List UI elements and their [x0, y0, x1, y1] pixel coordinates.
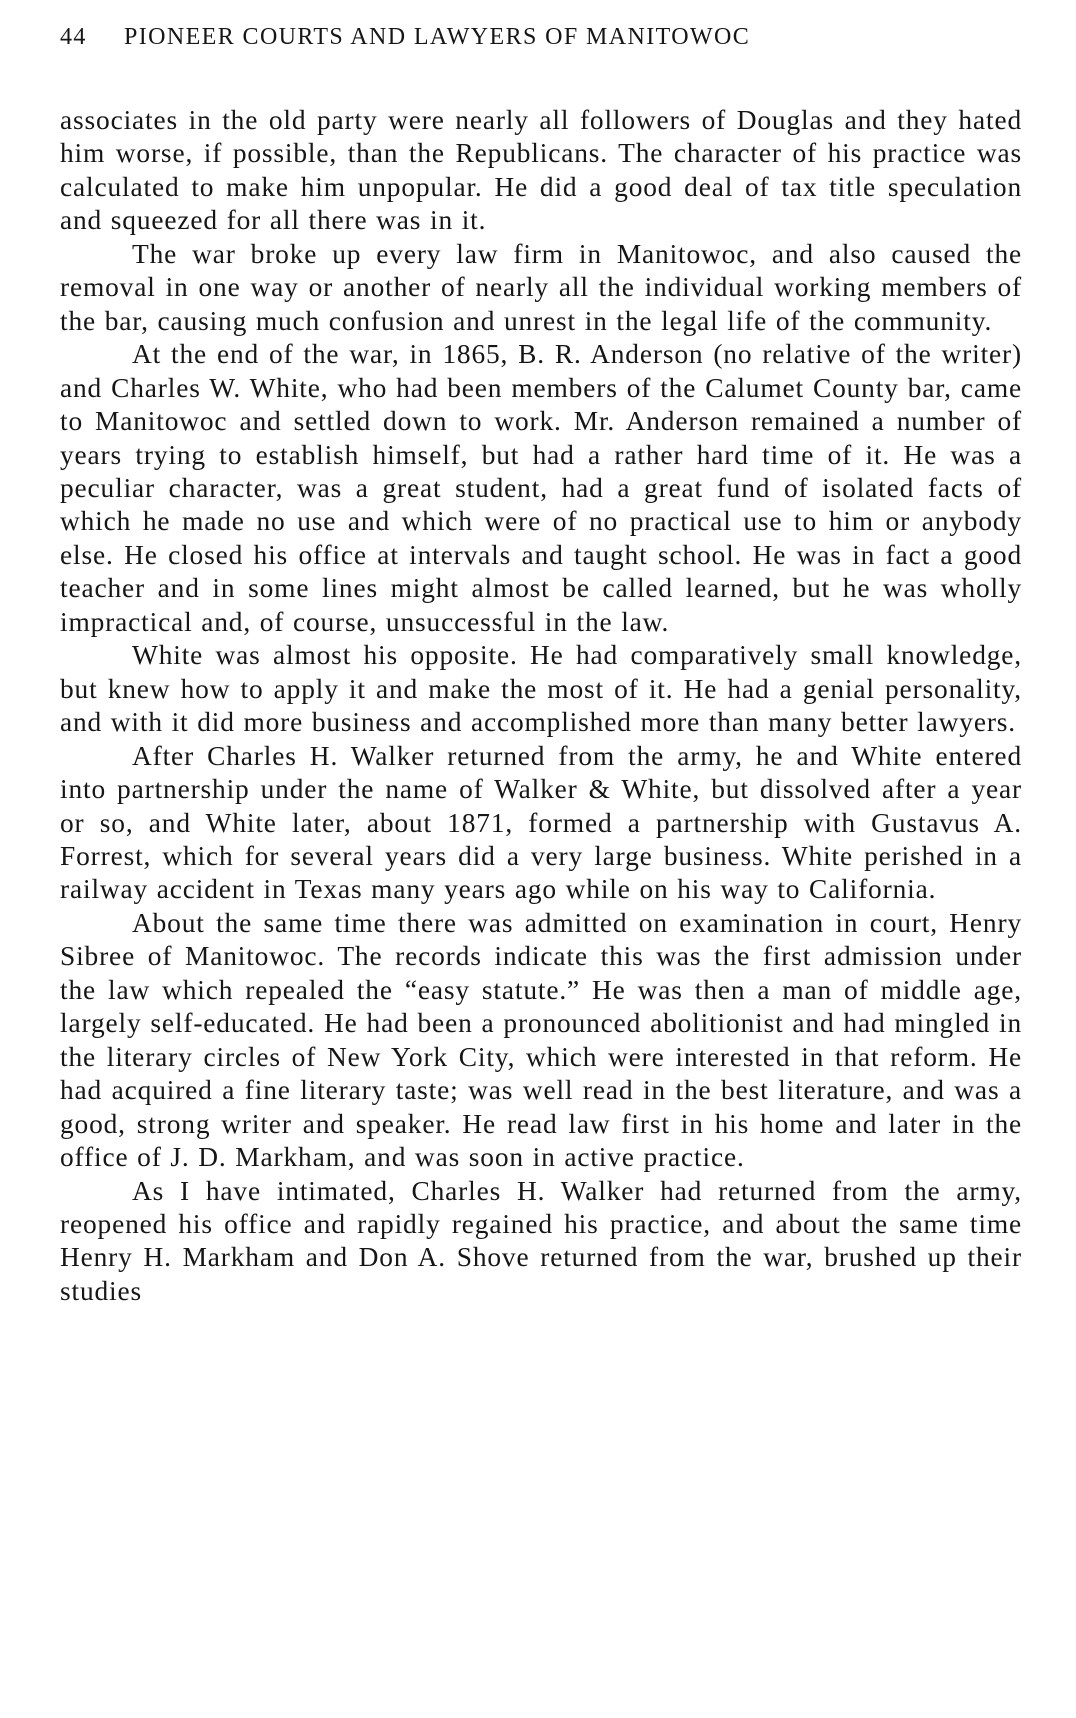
running-head: [60, 22, 1022, 52]
page-number: 44: [60, 24, 87, 50]
paragraph-1: associates in the old party were nearly all followers of Douglas and they hated him worse, if possible, than the Republicans. The character of his practice was calculated to make him unpopular. He did a good deal of tax title speculation and squeezed for all there was in it.: [60, 105, 1022, 236]
paragraph-4: White was almost his opposite. He had comparatively small knowledge, but knew how to apply it and make the most of it. He had a genial personality, and with it did more business and accomplished more than many better lawyers.: [60, 640, 1022, 738]
book-page: [60, 22, 1022, 1308]
paragraph-2: The war broke up every law firm in Manitowoc, and also caused the removal in one way or another of nearly all the individual working members of the bar, causing much confusion and unrest in the legal life of the community.: [60, 238, 1022, 336]
paragraph-7: As I have intimated, Charles H. Walker had returned from the army, reopened his office and rapidly regained his practice, and about the same time Henry H. Markham and Don A. Shove returned from the war, brushed up their studies: [60, 1175, 1022, 1306]
paragraph-3: At the end of the war, in 1865, B. R. Anderson (no relative of the writer) and Charles W. White, who had been members of the Calumet County bar, came to Manitowoc and settled down to work. Mr. Anderson remained a number of years trying to establish himself, but had a rather hard time of it. He was a peculiar character, was a great student, had a great fund of isolated facts of which he made no use and which were of no practical use to him or anybody else. He closed his office at intervals and taught school. He was in fact a good teacher and in some lines might almost be called learned, but he was wholly impractical and, of course, unsuccessful in the law.: [60, 339, 1022, 637]
paragraph-6: About the same time there was admitted on examination in court, Henry Sibree of Manitowoc. The records indicate this was the first admission under the law which repealed the “easy statute.” He was then a man of middle age, largely self-educated. He had been a pronounced abolitionist and had mingled in the literary circles of New York City, which were interested in that reform. He had acquired a fine literary taste; was well read in the best literature, and was a good, strong writer and speaker. He read law first in his home and later in the office of J. D. Markham, and was soon in active practice.: [60, 907, 1022, 1173]
body-text: [60, 104, 1022, 1308]
paragraph-5: After Charles H. Walker returned from the army, he and White entered into partnership under the name of Walker & White, but dissolved after a year or so, and White later, about 1871, formed a partnership with Gustavus A. Forrest, which for several years did a very large business. White perished in a railway accident in Texas many years ago while on his way to California.: [60, 740, 1022, 905]
running-title: PIONEER COURTS AND LAWYERS OF MANITOWOC: [124, 24, 751, 50]
